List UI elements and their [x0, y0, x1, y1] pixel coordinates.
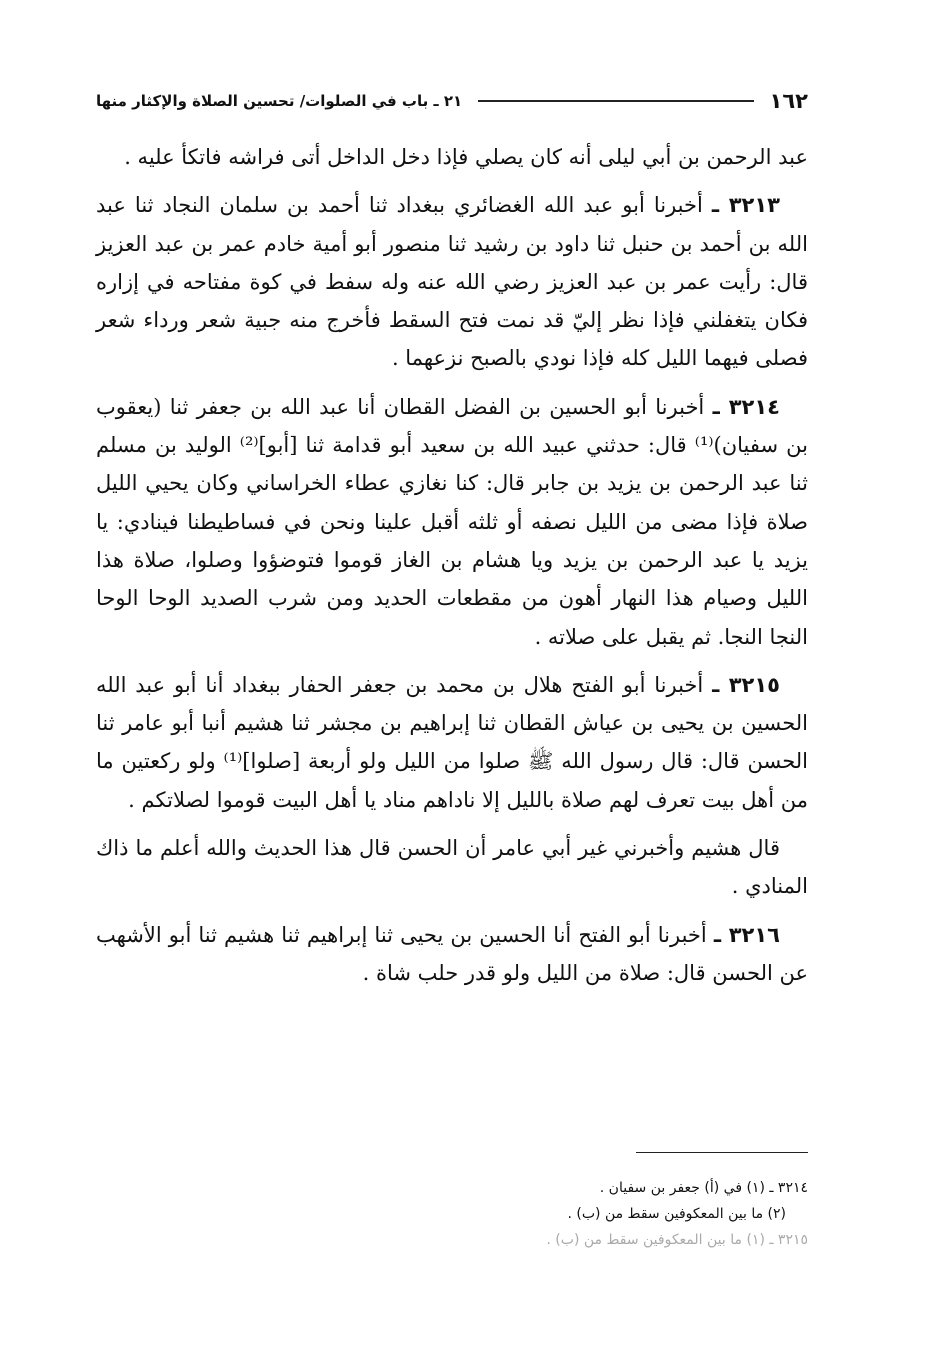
running-head: ٢١ ـ باب في الصلوات/ تحسين الصلاة والإكثار منها [96, 92, 463, 110]
paragraph-text: أخبرنا أبو عبد الله الغضائري ببغداد ثنا أحمد بن سلمان النجاد ثنا عبد الله بن أحمد بن حنبل ثنا داود بن رشيد ثنا منصور أبو أمية خادم عمر بن عبد العزيز قال: رأيت عمر بن عبد العزيز رضي الله عنه وله سفط في كوة مفتاحه في إزاره فكان يتغفلني فإذا نظر إليّ قد نمت فتح السقط فأخرج منه جبية شعر ورداء شعر فصلى فيهما الليل كله فإذا نودي بالصبح نزعهما . [96, 193, 808, 371]
footnote-rule [636, 1152, 808, 1153]
footnotes [96, 1175, 808, 1253]
hadith-number: ٣٢١٥ ـ [712, 672, 780, 697]
footnote: (٢) ما بين المعكوفين سقط من (ب) . [567, 1206, 786, 1222]
paragraph-text: عبد الرحمن بن أبي ليلى أنه كان يصلي فإذا دخل الداخل أتى فراشه فاتكأ عليه . [124, 145, 808, 169]
hadith-number: ٣٢١٤ ـ [712, 394, 780, 419]
footnote: ٣٢١٥ ـ (١) ما بين المعكوفين سقط من (ب) . [546, 1232, 808, 1248]
main-text [96, 138, 808, 1002]
paragraph-comment [96, 829, 808, 906]
page-header [96, 84, 808, 118]
paragraph-text: أخبرنا أبو الفتح هلال بن محمد بن جعفر الحفار ببغداد أنا أبو عبد الله الحسين بن يحيى بن عياش القطان ثنا إبراهيم بن مجشر ثنا هشيم أنبا أبو عامر ثنا الحسن قال: قال رسول الله ﷺ صلوا من الليل ولو أربعة [صلوا]⁽¹⁾ ولو ركعتين ما من أهل بيت تعرف لهم صلاة بالليل إلا ناداهم مناد يا أهل البيت قوموا لصلاتكم . [96, 672, 808, 812]
hadith-3213 [96, 186, 808, 377]
hadith-number: ٣٢١٦ ـ [713, 922, 780, 947]
paragraph-text: أخبرنا أبو الفتح أنا الحسين بن يحيى ثنا إبراهيم ثنا هشيم ثنا أبو الأشهب عن الحسن قال: صلاة من الليل ولو قدر حلب شاة . [96, 922, 808, 985]
hadith-3214 [96, 388, 808, 656]
hadith-3215 [96, 666, 808, 819]
paragraph [96, 138, 808, 176]
paragraph-text: أخبرنا أبو الحسين بن الفضل القطان أنا عبد الله بن جعفر ثنا (يعقوب بن سفيان)⁽¹⁾ قال: حدثني عبيد الله بن سعيد أبو قدامة ثنا [أبو]⁽²⁾ الوليد بن مسلم ثنا عبد الرحمن بن يزيد بن جابر قال: كنا نغازي عطاء الخراساني وكان يحيي الليل صلاة فإذا مضى من الليل نصفه أو ثلثه أقبل علينا ونحن في فساطيطنا فينادي: يا يزيد يا عبد الرحمن بن يزيد ويا هشام بن الغاز قوموا فتوضؤوا وصلوا، صلاة هذا الليل وصيام هذا النهار أهون من مقطعات الحديد ومن شرب الصديد الوحا الوحا النجا النجا. ثم يقبل على صلاته . [96, 394, 809, 649]
header-rule [478, 100, 753, 102]
hadith-3216 [96, 916, 808, 993]
page-number: ١٦٢ [769, 89, 808, 113]
footnote: ٣٢١٤ ـ (١) في (أ) جعفر بن سفيان . [599, 1180, 808, 1196]
hadith-number: ٣٢١٣ ـ [711, 193, 780, 218]
paragraph-text: قال هشيم وأخبرني غير أبي عامر أن الحسن قال هذا الحديث والله أعلم ما ذاك المنادي . [96, 836, 808, 899]
